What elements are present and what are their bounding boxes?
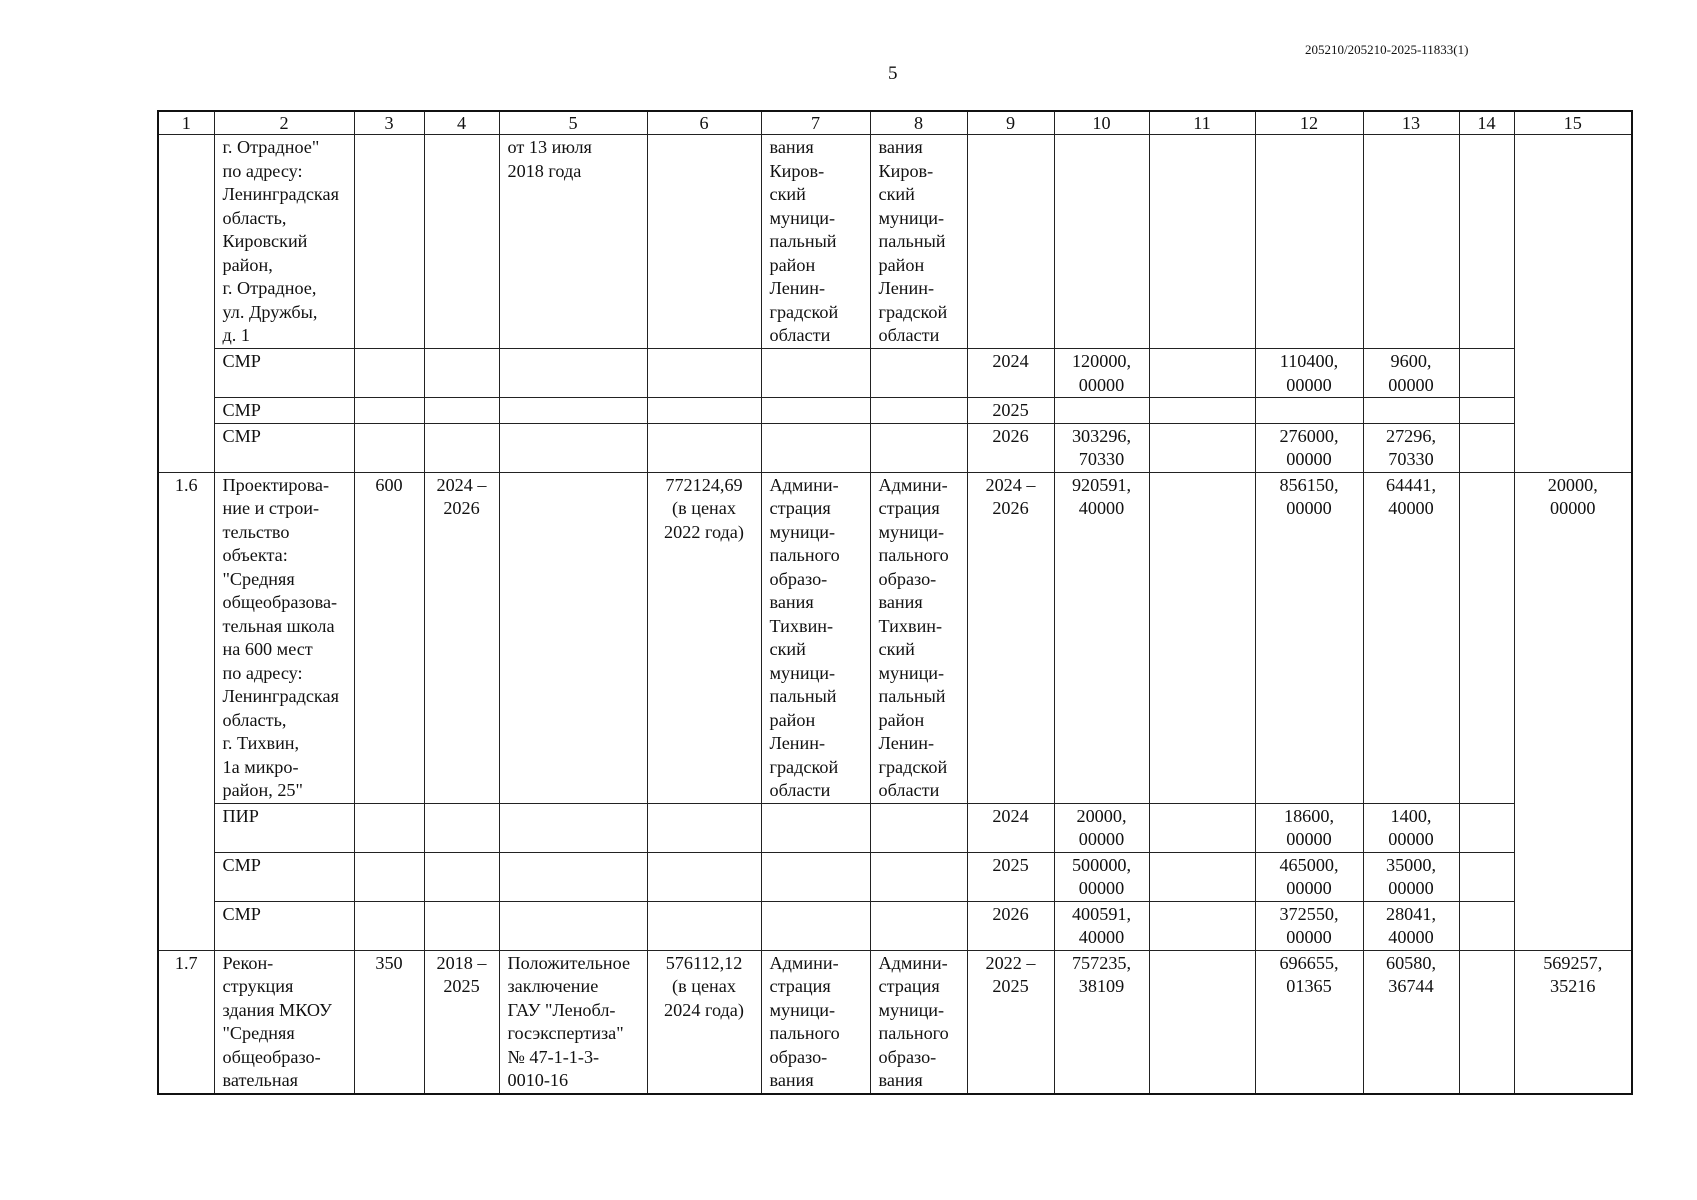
- column-number-3: 3: [354, 111, 424, 135]
- other-sources-cell: [1459, 135, 1514, 349]
- column-number-9: 9: [967, 111, 1054, 135]
- expert-conclusion-cell: [499, 472, 647, 803]
- funding-years-cell: [967, 135, 1054, 349]
- stage-total-cell: 500000, 00000: [1054, 852, 1149, 901]
- column-number-12: 12: [1255, 111, 1363, 135]
- document-registration-number: 205210/205210-2025-11833(1): [1305, 42, 1469, 57]
- local-budget-cell: 64441, 40000: [1363, 472, 1459, 803]
- capacity-cell: 350: [354, 950, 424, 1094]
- federal-budget-cell: [1149, 135, 1255, 349]
- remaining-cost-cell: 569257, 35216: [1514, 950, 1632, 1094]
- stage-local-cell: [1363, 398, 1459, 424]
- stage-year-cell: 2026: [967, 423, 1054, 472]
- stage-regional-cell: 372550, 00000: [1255, 901, 1363, 950]
- investment-objects-table: [157, 110, 1633, 1095]
- regional-budget-cell: [1255, 135, 1363, 349]
- table-row-stage: [158, 852, 1632, 901]
- table-row-stage: [158, 803, 1632, 852]
- federal-budget-cell: [1149, 472, 1255, 803]
- capacity-cell: [354, 135, 424, 349]
- stage-year-cell: 2025: [967, 852, 1054, 901]
- local-budget-cell: 60580, 36744: [1363, 950, 1459, 1094]
- column-number-6: 6: [647, 111, 761, 135]
- table-row-1-5-continued: [158, 135, 1632, 349]
- stage-total-cell: [1054, 398, 1149, 424]
- stage-local-cell: 9600, 00000: [1363, 349, 1459, 398]
- stage-type-cell: СМР: [214, 852, 354, 901]
- regional-budget-cell: 696655, 01365: [1255, 950, 1363, 1094]
- estimated-cost-cell: 576112,12 (в ценах 2024 года): [647, 950, 761, 1094]
- column-number-4: 4: [424, 111, 499, 135]
- stage-regional-cell: 110400, 00000: [1255, 349, 1363, 398]
- column-number-2: 2: [214, 111, 354, 135]
- customer-cell: Админи- страция муници- пального образо- вания Тихвин- ский муници- пальный район Ленин- градской области: [761, 472, 870, 803]
- customer-cell: Админи- страция муници- пального образо- вания: [761, 950, 870, 1094]
- row-number-cell: 1.6: [158, 472, 214, 950]
- stage-year-cell: 2026: [967, 901, 1054, 950]
- table-row-stage: [158, 423, 1632, 472]
- row-number-cell: 1.7: [158, 950, 214, 1094]
- object-name-cell: Проектирова- ние и строи- тельство объекта: "Средняя общеобразова- тельная школа на 600 мест по адресу: Ленинградская область, г. Тихвин, 1а микро- район, 25": [214, 472, 354, 803]
- column-number-7: 7: [761, 111, 870, 135]
- table-row-1-7: [158, 950, 1632, 1094]
- stage-regional-cell: 276000, 00000: [1255, 423, 1363, 472]
- column-number-14: 14: [1459, 111, 1514, 135]
- stage-type-cell: СМР: [214, 398, 354, 424]
- remaining-cost-cell-empty: [1514, 135, 1632, 473]
- regional-budget-cell: 856150, 00000: [1255, 472, 1363, 803]
- other-sources-cell: [1459, 950, 1514, 1094]
- construction-period-cell: 2024 – 2026: [424, 472, 499, 803]
- construction-period-cell: [424, 135, 499, 349]
- customer-cell: вания Киров- ский муници- пальный район Ленин- градской области: [761, 135, 870, 349]
- stage-total-cell: 20000, 00000: [1054, 803, 1149, 852]
- column-number-1: 1: [158, 111, 214, 135]
- stage-local-cell: 1400, 00000: [1363, 803, 1459, 852]
- construction-period-cell: 2018 – 2025: [424, 950, 499, 1094]
- estimated-cost-cell: [647, 135, 761, 349]
- developer-cell: вания Киров- ский муници- пальный район Ленин- градской области: [870, 135, 967, 349]
- stage-year-cell: 2025: [967, 398, 1054, 424]
- estimated-cost-cell: 772124,69 (в ценах 2022 года): [647, 472, 761, 803]
- developer-cell: Админи- страция муници- пального образо- вания Тихвин- ский муници- пальный район Ленин- градской области: [870, 472, 967, 803]
- stage-regional-cell: [1255, 398, 1363, 424]
- stage-regional-cell: 18600, 00000: [1255, 803, 1363, 852]
- page-number: 5: [888, 63, 898, 84]
- stage-type-cell: ПИР: [214, 803, 354, 852]
- column-number-13: 13: [1363, 111, 1459, 135]
- other-sources-cell: [1459, 472, 1514, 803]
- table-row-1-6: [158, 472, 1632, 803]
- expert-conclusion-cell: Положительное заключение ГАУ "Ленобл- госэкспертиза" № 47-1-1-3- 0010-16: [499, 950, 647, 1094]
- object-name-cell: г. Отрадное" по адресу: Ленинградская область, Кировский район, г. Отрадное, ул. Дружбы, д. 1: [214, 135, 354, 349]
- stage-total-cell: 120000, 00000: [1054, 349, 1149, 398]
- funding-years-cell: 2024 – 2026: [967, 472, 1054, 803]
- stage-local-cell: 35000, 00000: [1363, 852, 1459, 901]
- table-row-stage: [158, 398, 1632, 424]
- column-number-10: 10: [1054, 111, 1149, 135]
- total-funding-cell: [1054, 135, 1149, 349]
- row-number-cell-empty: [158, 135, 214, 473]
- stage-local-cell: 28041, 40000: [1363, 901, 1459, 950]
- column-number-11: 11: [1149, 111, 1255, 135]
- stage-type-cell: СМР: [214, 349, 354, 398]
- column-number-8: 8: [870, 111, 967, 135]
- object-name-cell: Рекон- струкция здания МКОУ "Средняя общеобразо- вательная: [214, 950, 354, 1094]
- capacity-cell: 600: [354, 472, 424, 803]
- table-row-stage: [158, 349, 1632, 398]
- stage-year-cell: 2024: [967, 803, 1054, 852]
- column-number-15: 15: [1514, 111, 1632, 135]
- stage-regional-cell: 465000, 00000: [1255, 852, 1363, 901]
- remaining-cost-cell: 20000, 00000: [1514, 472, 1632, 950]
- stage-total-cell: 303296, 70330: [1054, 423, 1149, 472]
- federal-budget-cell: [1149, 950, 1255, 1094]
- column-number-header-row: [158, 111, 1632, 135]
- expert-conclusion-cell: от 13 июля 2018 года: [499, 135, 647, 349]
- total-funding-cell: 920591, 40000: [1054, 472, 1149, 803]
- stage-local-cell: 27296, 70330: [1363, 423, 1459, 472]
- table-row-stage: [158, 901, 1632, 950]
- stage-year-cell: 2024: [967, 349, 1054, 398]
- stage-type-cell: СМР: [214, 423, 354, 472]
- stage-type-cell: СМР: [214, 901, 354, 950]
- developer-cell: Админи- страция муници- пального образо- вания: [870, 950, 967, 1094]
- stage-total-cell: 400591, 40000: [1054, 901, 1149, 950]
- local-budget-cell: [1363, 135, 1459, 349]
- funding-years-cell: 2022 – 2025: [967, 950, 1054, 1094]
- total-funding-cell: 757235, 38109: [1054, 950, 1149, 1094]
- column-number-5: 5: [499, 111, 647, 135]
